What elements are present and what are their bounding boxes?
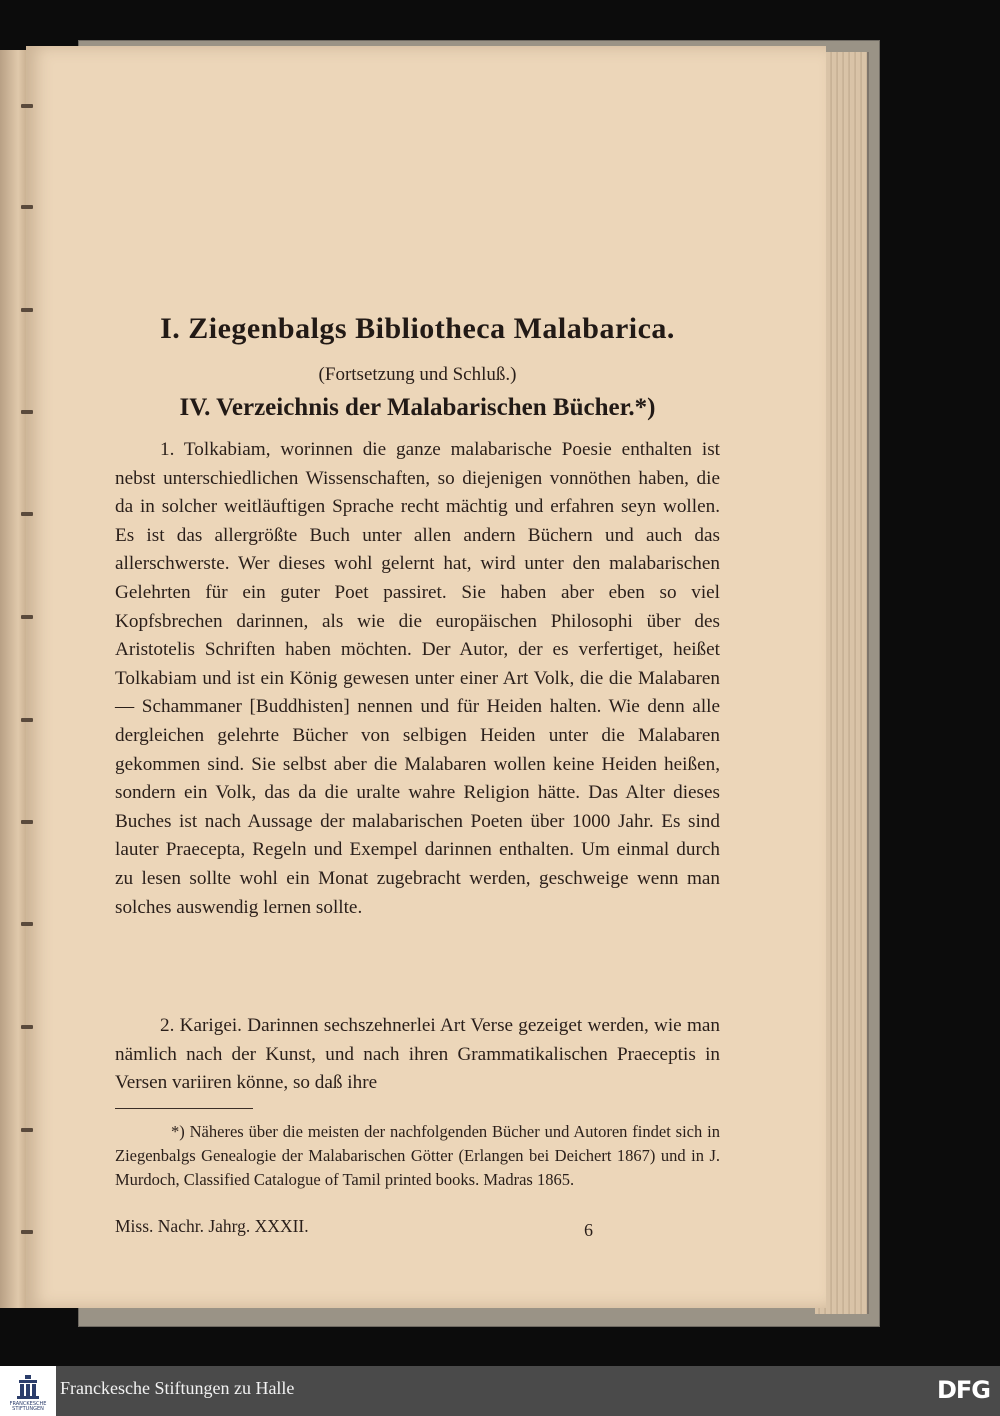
binding-stitch (21, 718, 33, 722)
binding-stitch (21, 410, 33, 414)
binding-stitch (21, 820, 33, 824)
binding-stitch (21, 512, 33, 516)
binding-stitch (21, 104, 33, 108)
article-subtitle: (Fortsetzung und Schluß.) (318, 364, 517, 385)
building-icon (17, 1375, 39, 1399)
footnote: *) Näheres über die meisten der nachfolgenden Bücher und Autoren findet sich in Ziegenbalgs Genealogie der Malabarischen Götter (Erlangen bei Deichert 1867) und in J. Murdoch, Classified Catalogue of Tamil printed books. Madras 1865. (115, 1122, 720, 1189)
footnote-divider (115, 1108, 253, 1109)
binding-stitch (21, 1025, 33, 1029)
article-title: I. Ziegenbalgs Bibliotheca Malabarica. (160, 312, 675, 345)
binding-stitch (21, 615, 33, 619)
signature-line: Miss. Nachr. Jahrg. XXXII. (115, 1216, 309, 1236)
binding-stitch (21, 1128, 33, 1132)
paragraph-tolkabiam: 1. Tolkabiam, worinnen die ganze malabarische Poesie enthalten ist nebst unterschiedlichen Wissenschaften, so diejenigen vonnöthen haben, die da in solcher weitläuftigen Sprache recht mächtig und erfahren seyn wollen. Es ist das allergrößte Buch unter allen andern Büchern und auch das allerschwerste. Wer dieses wohl gelernt hat, wird unter den malabarischen Gelehrten für ein guter Poet passiret. Sie haben aber eben so viel Kopfsbrechen darinnen, als wie die europäischen Philosophi über des Aristotelis Schriften haben möchten. Der Autor, der es verfertiget, heißet Tolkabiam und ist ein König gewesen unter einer Art Volk, die die Malabaren — Schammaner [Buddhisten] nennen und für Heiden halten. Wie denn alle dergleichen gelehrte Bücher von selbigen Heiden unter die Malabaren gekommen sind. Sie selbst aber die Malabaren wollen keine Heiden heißen, sondern ein Volk, das da die uralte wahre Religion hätte. Das Alter dieses Buches ist nach Aussage der malabarischen Poeten über 1000 Jahr. Es sind lauter Praecepta, Regeln und Exempel darinnen enthalten. Um einmal durch zu lesen sollte wohl ein Monat zugebracht werden, geschweige wenn man solches auswendig lernen sollte. (115, 439, 720, 918)
binding-stitch (21, 308, 33, 312)
paragraph-karigei: 2. Karigei. Darinnen sechszehnerlei Art Verse gezeiget werden, wie man nämlich nach der Kunst, und nach ihren Grammatikalischen Praeceptis in Versen variiren könne, so daß ihre (115, 1015, 720, 1094)
left-page-strip (0, 50, 26, 1308)
dfg-logo-icon[interactable]: DFG (936, 1376, 990, 1404)
section-heading: IV. Verzeichnis der Malabarischen Bücher.*) (179, 394, 656, 421)
logo-text: FRANCKESCHE STIFTUNGEN (9, 1401, 47, 1412)
binding-stitch (21, 922, 33, 926)
binding-stitch (21, 1230, 33, 1234)
page-number: 6 (584, 1220, 593, 1240)
franckesche-stiftungen-logo-icon[interactable] (0, 1366, 56, 1416)
institution-link[interactable]: Franckesche Stiftungen zu Halle (60, 1378, 295, 1398)
binding-stitch (21, 205, 33, 209)
